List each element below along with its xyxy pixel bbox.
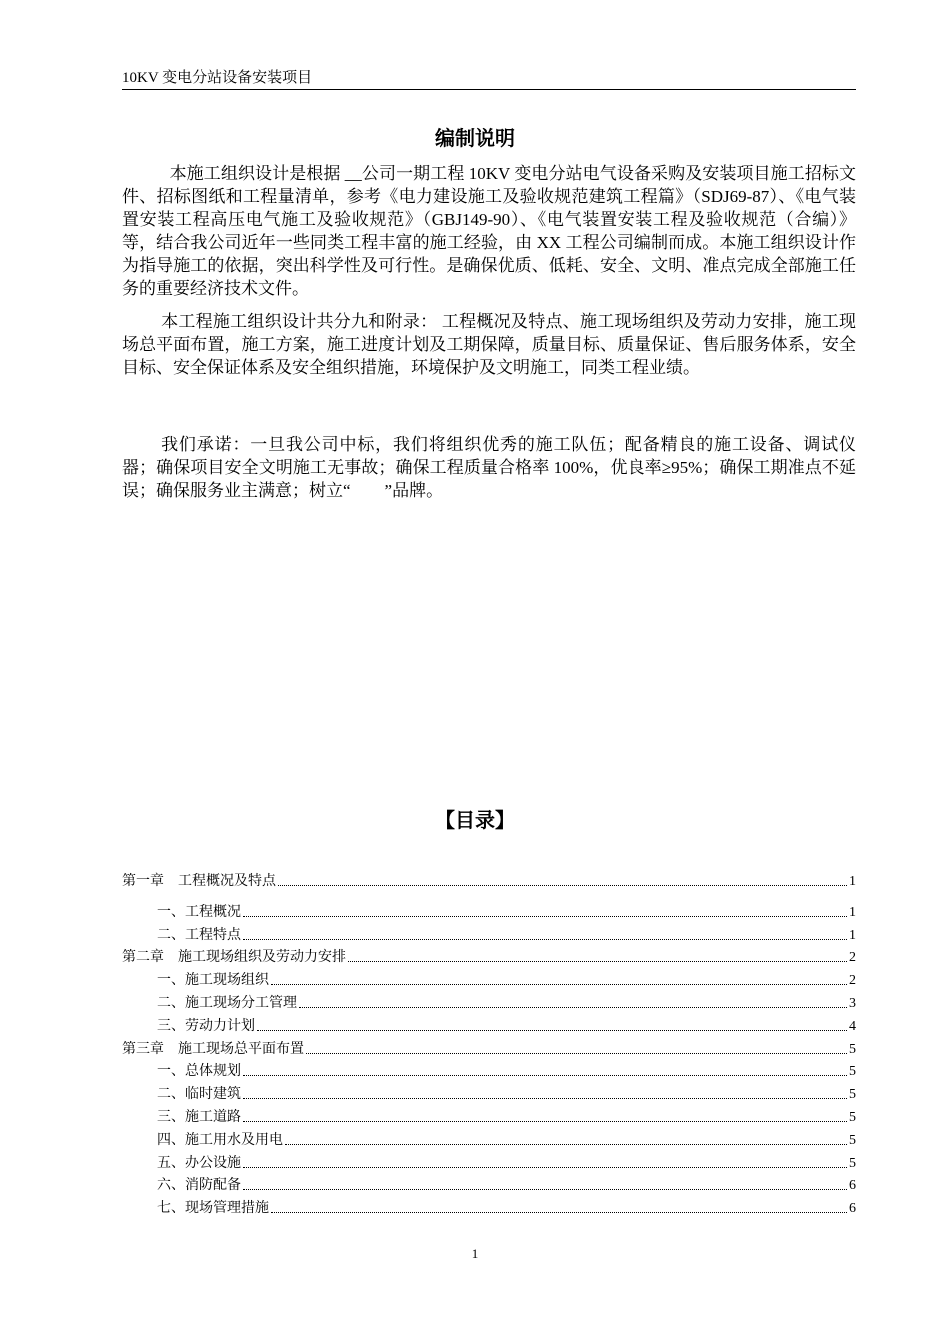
contents-summary-paragraph: 本工程施工组织设计共分九和附录： 工程概况及特点、施工现场组织及劳动力安排，施工现场总平面布置，施工方案，施工进度计划及工期保障，质量目标、质量保证、售后服务体系，安全目标、安全保证体系及安全组织措施，环境保护及文明施工，同类工程业绩。 bbox=[122, 312, 856, 377]
toc-entry[interactable] bbox=[122, 1172, 856, 1194]
document-title: 编制说明 bbox=[435, 126, 515, 150]
toc-entry[interactable] bbox=[122, 899, 856, 921]
toc-entry-page: 5 bbox=[849, 1110, 856, 1125]
page-number: 1 bbox=[471, 1246, 479, 1261]
toc-entry-label: 三、劳动力计划 bbox=[157, 1019, 255, 1034]
toc-entry[interactable] bbox=[122, 1081, 856, 1103]
toc-entry-page: 5 bbox=[849, 1087, 856, 1102]
toc-leader-dots bbox=[348, 960, 847, 962]
toc-entry[interactable] bbox=[122, 1150, 856, 1172]
toc-entry-page: 5 bbox=[849, 1064, 856, 1079]
toc-leader-dots bbox=[243, 1120, 847, 1122]
toc-entry-page: 2 bbox=[849, 950, 856, 965]
toc-title: 【目录】 bbox=[435, 808, 515, 832]
toc-entry-page: 1 bbox=[849, 874, 856, 889]
toc-leader-dots bbox=[243, 1166, 847, 1168]
toc-entry-label: 第一章 工程概况及特点 bbox=[122, 874, 276, 889]
toc-entry-page: 6 bbox=[849, 1178, 856, 1193]
commitment-paragraph: 我们承诺：一旦我公司中标，我们将组织优秀的施工队伍；配备精良的施工设备、调试仪器；确保项目安全文明施工无事故；确保工程质量合格率 100%，优良率≥95%；确保工期准点不延误；确保服务业主满意；树立“ ”品牌。 bbox=[122, 435, 856, 500]
toc-entry-label: 一、施工现场组织 bbox=[157, 973, 269, 988]
toc-leader-dots bbox=[243, 938, 847, 940]
toc-entry-label: 六、消防配备 bbox=[157, 1178, 241, 1193]
toc-entry[interactable] bbox=[122, 1195, 856, 1217]
toc-entry-label: 第三章 施工现场总平面布置 bbox=[122, 1042, 304, 1057]
toc-entry-label: 七、现场管理措施 bbox=[157, 1201, 269, 1216]
toc-entry-page: 1 bbox=[849, 905, 856, 920]
toc-entry-page: 5 bbox=[849, 1133, 856, 1148]
toc-leader-dots bbox=[243, 1074, 847, 1076]
toc-leader-dots bbox=[257, 1029, 847, 1031]
toc-entry[interactable] bbox=[122, 944, 856, 966]
toc-entry[interactable] bbox=[122, 1013, 856, 1035]
toc-leader-dots bbox=[271, 983, 847, 985]
header-divider bbox=[122, 89, 856, 90]
toc-entry[interactable] bbox=[122, 1036, 856, 1058]
toc-leader-dots bbox=[306, 1052, 847, 1054]
toc-leader-dots bbox=[285, 1143, 847, 1145]
toc-entry-page: 3 bbox=[849, 996, 856, 1011]
toc-entry[interactable] bbox=[122, 1104, 856, 1126]
toc-entry-page: 1 bbox=[849, 928, 856, 943]
page-header: 10KV 变电分站设备安装项目 bbox=[122, 70, 313, 86]
toc-entry-label: 第二章 施工现场组织及劳动力安排 bbox=[122, 950, 346, 965]
toc-entry[interactable] bbox=[122, 1058, 856, 1080]
toc-entry-label: 三、施工道路 bbox=[157, 1110, 241, 1125]
toc-leader-dots bbox=[243, 1097, 847, 1099]
toc-entry-page: 6 bbox=[849, 1201, 856, 1216]
intro-paragraph: 本施工组织设计是根据 __公司一期工程 10KV 变电分站电气设备采购及安装项目施工招标文件、招标图纸和工程量清单，参考《电力建设施工及验收规范建筑工程篇》（SDJ69-87）、《电气装置安装工程高压电气施工及验收规范》（GBJ149-90）、《电气装置安装工程及验收规范（合编）》等，结合我公司近年一些同类工程丰富的施工经验，由 XX 工程公司编制而成。本施工组织设计作为指导施工的依据，突出科学性及可行性。是确保优质、低耗、安全、文明、准点完成全部施工任务的重要经济技术文件。 bbox=[122, 164, 856, 298]
toc-entry-label: 二、临时建筑 bbox=[157, 1087, 241, 1102]
toc-entry-page: 4 bbox=[849, 1019, 856, 1034]
toc-entry[interactable] bbox=[122, 1127, 856, 1149]
toc-entry[interactable] bbox=[122, 990, 856, 1012]
toc-entry-label: 一、总体规划 bbox=[157, 1064, 241, 1079]
toc-leader-dots bbox=[243, 915, 847, 917]
toc-leader-dots bbox=[243, 1188, 847, 1190]
toc-entry-page: 5 bbox=[849, 1042, 856, 1057]
toc-entry-label: 四、施工用水及用电 bbox=[157, 1133, 283, 1148]
toc-entry-label: 二、施工现场分工管理 bbox=[157, 996, 297, 1011]
toc-leader-dots bbox=[299, 1006, 847, 1008]
toc-entry-label: 五、办公设施 bbox=[157, 1156, 241, 1171]
toc-entry[interactable] bbox=[122, 868, 856, 890]
toc-leader-dots bbox=[271, 1211, 847, 1213]
toc-entry-page: 2 bbox=[849, 973, 856, 988]
toc-entry[interactable] bbox=[122, 922, 856, 944]
toc-entry[interactable] bbox=[122, 967, 856, 989]
toc-leader-dots bbox=[278, 884, 847, 886]
toc-entry-page: 5 bbox=[849, 1156, 856, 1171]
toc-entry-label: 二、工程特点 bbox=[157, 928, 241, 943]
toc-entry-label: 一、工程概况 bbox=[157, 905, 241, 920]
